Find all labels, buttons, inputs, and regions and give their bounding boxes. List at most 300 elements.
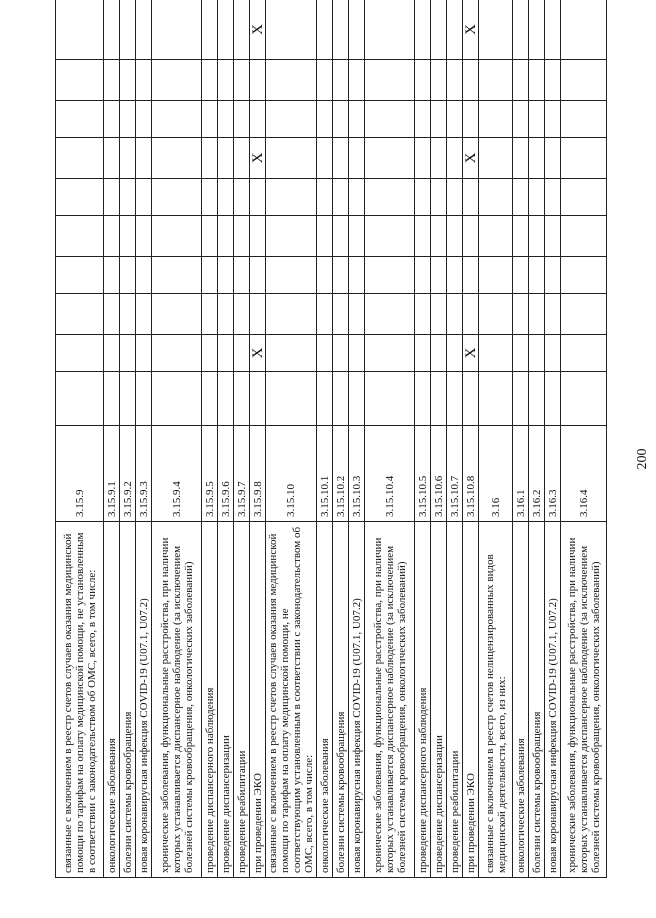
row-name-cell: проведение диспансерного наблюдения — [202, 522, 218, 878]
value-cell — [447, 335, 463, 372]
table-row — [56, 0, 104, 878]
row-name-cell: при проведении ЭКО — [463, 522, 479, 878]
value-cell — [529, 60, 545, 101]
row-code-cell: 3.15.10.2 — [333, 426, 349, 522]
value-cell — [545, 294, 561, 335]
value-cell — [545, 0, 561, 60]
value-cell: X — [463, 0, 479, 60]
value-cell — [317, 216, 333, 257]
value-cell — [104, 101, 120, 138]
value-cell: X — [250, 138, 266, 179]
value-cell — [431, 179, 447, 216]
value-cell — [349, 60, 365, 101]
value-cell — [234, 257, 250, 294]
value-cell — [120, 257, 136, 294]
value-cell — [136, 101, 152, 138]
value-cell — [333, 101, 349, 138]
value-cell — [56, 60, 104, 101]
value-cell — [447, 101, 463, 138]
value-cell — [415, 179, 431, 216]
value-cell — [104, 372, 120, 426]
row-code-cell: 3.16.2 — [529, 426, 545, 522]
value-cell — [152, 60, 202, 101]
value-cell — [513, 179, 529, 216]
value-cell — [136, 0, 152, 60]
value-cell — [447, 179, 463, 216]
value-cell — [136, 216, 152, 257]
value-cell — [415, 0, 431, 60]
value-cell — [202, 335, 218, 372]
value-cell — [218, 257, 234, 294]
value-cell — [561, 138, 607, 179]
value-cell — [447, 372, 463, 426]
table-row — [218, 0, 234, 878]
value-cell — [479, 257, 513, 294]
value-cell — [333, 179, 349, 216]
value-cell — [431, 257, 447, 294]
row-code-cell: 3.15.10.8 — [463, 426, 479, 522]
row-code-cell: 3.16.3 — [545, 426, 561, 522]
table-row — [104, 0, 120, 878]
value-cell — [152, 294, 202, 335]
value-cell — [447, 216, 463, 257]
value-cell — [218, 138, 234, 179]
table-body — [56, 0, 607, 878]
value-cell — [202, 138, 218, 179]
value-cell — [266, 216, 317, 257]
value-cell — [218, 216, 234, 257]
row-name-cell: при проведении ЭКО — [250, 522, 266, 878]
value-cell — [529, 372, 545, 426]
value-cell — [365, 101, 415, 138]
value-cell — [447, 294, 463, 335]
page-number: 200 — [635, 448, 650, 470]
table-row — [447, 0, 463, 878]
value-cell — [317, 257, 333, 294]
value-cell — [447, 0, 463, 60]
value-cell — [250, 257, 266, 294]
value-cell — [317, 0, 333, 60]
row-code-cell: 3.15.9.7 — [234, 426, 250, 522]
row-code-cell: 3.16.1 — [513, 426, 529, 522]
value-cell — [479, 60, 513, 101]
value-cell — [431, 60, 447, 101]
value-cell — [120, 335, 136, 372]
value-cell — [136, 257, 152, 294]
value-cell — [561, 257, 607, 294]
value-cell — [104, 216, 120, 257]
value-cell — [202, 257, 218, 294]
table-row — [365, 0, 415, 878]
row-code-cell: 3.15.9.2 — [120, 426, 136, 522]
row-code-cell: 3.15.9 — [56, 426, 104, 522]
row-name-cell: хронические заболевания, функциональные расстройства, при наличии которых устанавливается диспансерное наблюдение (за исключением болезней системы кровообращения, онкологических заболеваний) — [152, 522, 202, 878]
row-code-cell: 3.15.10.5 — [415, 426, 431, 522]
value-cell — [120, 101, 136, 138]
table-row — [136, 0, 152, 878]
value-cell — [479, 101, 513, 138]
value-cell — [202, 216, 218, 257]
value-cell — [479, 294, 513, 335]
table-row — [349, 0, 365, 878]
value-cell — [545, 101, 561, 138]
row-name-cell: онкологические заболевания — [513, 522, 529, 878]
row-name-cell: проведение диспансеризации — [218, 522, 234, 878]
value-cell — [234, 294, 250, 335]
value-cell — [234, 179, 250, 216]
value-cell — [463, 257, 479, 294]
value-cell — [479, 372, 513, 426]
table-row — [545, 0, 561, 878]
value-cell — [333, 372, 349, 426]
row-name-cell: связанные с включением в реестр счетов случаев оказания медицинской помощи по тарифам на оплату медицинской помощи, не соответствующим установленным в соответствии с законодательством об ОМС, всего, в том числе: — [266, 522, 317, 878]
value-cell — [431, 216, 447, 257]
value-cell — [415, 294, 431, 335]
table-row — [317, 0, 333, 878]
value-cell — [152, 372, 202, 426]
value-cell — [104, 0, 120, 60]
value-cell — [349, 179, 365, 216]
value-cell — [561, 101, 607, 138]
value-cell — [415, 372, 431, 426]
value-cell — [415, 216, 431, 257]
value-cell — [218, 179, 234, 216]
value-cell — [234, 60, 250, 101]
row-code-cell: 3.15.10.7 — [447, 426, 463, 522]
data-table — [55, 0, 607, 878]
value-cell — [317, 294, 333, 335]
value-cell — [415, 138, 431, 179]
value-cell — [218, 294, 234, 335]
row-code-cell: 3.15.9.3 — [136, 426, 152, 522]
value-cell — [349, 335, 365, 372]
table-row — [415, 0, 431, 878]
row-name-cell: хронические заболевания, функциональные расстройства, при наличии которых устанавливается диспансерное наблюдение (за исключением болезней системы кровообращения, онкологических заболеваний) — [561, 522, 607, 878]
value-cell — [447, 60, 463, 101]
value-cell — [529, 294, 545, 335]
value-cell — [463, 372, 479, 426]
value-cell: X — [463, 335, 479, 372]
row-code-cell: 3.16 — [479, 426, 513, 522]
value-cell — [365, 372, 415, 426]
table-row — [333, 0, 349, 878]
value-cell — [266, 179, 317, 216]
value-cell — [529, 101, 545, 138]
value-cell — [218, 101, 234, 138]
value-cell — [365, 294, 415, 335]
value-cell — [234, 101, 250, 138]
value-cell — [529, 257, 545, 294]
value-cell — [333, 138, 349, 179]
value-cell — [266, 60, 317, 101]
row-name-cell: новая коронавирусная инфекция COVID-19 (U07.1, U07.2) — [349, 522, 365, 878]
value-cell — [152, 0, 202, 60]
value-cell — [120, 216, 136, 257]
table-row — [431, 0, 447, 878]
value-cell — [561, 335, 607, 372]
row-name-cell: проведение реабилитации — [447, 522, 463, 878]
value-cell — [266, 0, 317, 60]
value-cell — [479, 138, 513, 179]
value-cell — [136, 60, 152, 101]
value-cell — [266, 138, 317, 179]
row-name-cell: болезни системы кровообращения — [333, 522, 349, 878]
value-cell — [104, 138, 120, 179]
table-row — [463, 0, 479, 878]
row-name-cell: проведение реабилитации — [234, 522, 250, 878]
value-cell — [218, 60, 234, 101]
value-cell — [431, 335, 447, 372]
table-row — [266, 0, 317, 878]
value-cell — [56, 179, 104, 216]
value-cell — [120, 0, 136, 60]
value-cell — [202, 294, 218, 335]
value-cell — [447, 138, 463, 179]
table-row — [152, 0, 202, 878]
value-cell — [56, 101, 104, 138]
value-cell — [202, 0, 218, 60]
value-cell — [415, 60, 431, 101]
value-cell — [234, 0, 250, 60]
value-cell — [513, 60, 529, 101]
row-code-cell: 3.15.9.4 — [152, 426, 202, 522]
value-cell — [202, 101, 218, 138]
value-cell — [317, 335, 333, 372]
value-cell — [152, 216, 202, 257]
row-name-cell: новая коронавирусная инфекция COVID-19 (U07.1, U07.2) — [545, 522, 561, 878]
table-row — [513, 0, 529, 878]
value-cell — [104, 179, 120, 216]
value-cell — [415, 257, 431, 294]
value-cell — [463, 294, 479, 335]
value-cell — [56, 335, 104, 372]
value-cell — [317, 372, 333, 426]
value-cell — [333, 216, 349, 257]
row-name-cell: хронические заболевания, функциональные расстройства, при наличии которых устанавливается диспансерное наблюдение (за исключением болезней системы кровообращения, онкологических заболеваний) — [365, 522, 415, 878]
value-cell — [152, 179, 202, 216]
value-cell — [513, 294, 529, 335]
value-cell — [234, 216, 250, 257]
value-cell — [431, 294, 447, 335]
value-cell — [545, 335, 561, 372]
value-cell — [431, 101, 447, 138]
value-cell — [266, 335, 317, 372]
value-cell — [120, 138, 136, 179]
value-cell — [136, 294, 152, 335]
value-cell — [349, 216, 365, 257]
value-cell — [513, 138, 529, 179]
value-cell — [365, 60, 415, 101]
value-cell — [104, 60, 120, 101]
row-code-cell: 3.15.10.3 — [349, 426, 365, 522]
value-cell — [56, 257, 104, 294]
value-cell — [349, 101, 365, 138]
value-cell — [250, 101, 266, 138]
value-cell — [513, 335, 529, 372]
row-name-cell: онкологические заболевания — [104, 522, 120, 878]
value-cell — [333, 335, 349, 372]
value-cell — [545, 257, 561, 294]
value-cell — [104, 257, 120, 294]
value-cell — [218, 0, 234, 60]
value-cell — [56, 138, 104, 179]
row-code-cell: 3.15.9.1 — [104, 426, 120, 522]
value-cell: X — [463, 138, 479, 179]
value-cell — [317, 179, 333, 216]
value-cell — [431, 138, 447, 179]
value-cell — [202, 372, 218, 426]
value-cell — [202, 179, 218, 216]
value-cell — [349, 0, 365, 60]
value-cell — [234, 138, 250, 179]
value-cell — [365, 335, 415, 372]
value-cell — [317, 138, 333, 179]
value-cell — [365, 138, 415, 179]
value-cell — [333, 0, 349, 60]
value-cell — [513, 372, 529, 426]
value-cell — [561, 60, 607, 101]
value-cell — [104, 335, 120, 372]
value-cell — [349, 372, 365, 426]
value-cell — [561, 179, 607, 216]
value-cell — [349, 138, 365, 179]
row-code-cell: 3.15.9.8 — [250, 426, 266, 522]
row-name-cell: проведение диспансеризации — [431, 522, 447, 878]
value-cell — [513, 216, 529, 257]
value-cell — [529, 138, 545, 179]
value-cell — [266, 294, 317, 335]
value-cell — [250, 179, 266, 216]
table-row — [479, 0, 513, 878]
value-cell — [561, 0, 607, 60]
value-cell — [152, 101, 202, 138]
value-cell — [152, 335, 202, 372]
value-cell — [136, 372, 152, 426]
value-cell — [317, 101, 333, 138]
value-cell — [250, 372, 266, 426]
value-cell — [415, 335, 431, 372]
value-cell — [266, 372, 317, 426]
value-cell — [333, 257, 349, 294]
value-cell — [479, 0, 513, 60]
value-cell — [529, 0, 545, 60]
value-cell — [333, 294, 349, 335]
value-cell — [349, 294, 365, 335]
value-cell — [250, 294, 266, 335]
row-name-cell: онкологические заболевания — [317, 522, 333, 878]
row-code-cell: 3.15.9.6 — [218, 426, 234, 522]
value-cell — [218, 372, 234, 426]
value-cell — [120, 372, 136, 426]
value-cell — [56, 0, 104, 60]
value-cell: X — [250, 335, 266, 372]
table-row — [250, 0, 266, 878]
value-cell — [234, 335, 250, 372]
value-cell — [447, 257, 463, 294]
row-code-cell: 3.15.9.5 — [202, 426, 218, 522]
value-cell — [365, 0, 415, 60]
table-row — [202, 0, 218, 878]
value-cell — [56, 216, 104, 257]
value-cell — [266, 257, 317, 294]
value-cell — [152, 138, 202, 179]
table-row — [561, 0, 607, 878]
table-sheet — [55, 0, 605, 878]
row-name-cell: болезни системы кровообращения — [529, 522, 545, 878]
value-cell — [136, 138, 152, 179]
row-name-cell: новая коронавирусная инфекция COVID-19 (U07.1, U07.2) — [136, 522, 152, 878]
row-name-cell: связанные с включением в реестр счетов нелицензированных видов медицинской деятельности, всего, из них: — [479, 522, 513, 878]
value-cell — [529, 335, 545, 372]
value-cell — [56, 372, 104, 426]
value-cell — [136, 179, 152, 216]
value-cell — [463, 101, 479, 138]
value-cell — [529, 179, 545, 216]
value-cell — [545, 216, 561, 257]
value-cell — [365, 179, 415, 216]
value-cell — [513, 101, 529, 138]
value-cell — [365, 216, 415, 257]
row-code-cell: 3.16.4 — [561, 426, 607, 522]
row-code-cell: 3.15.10.6 — [431, 426, 447, 522]
value-cell — [463, 216, 479, 257]
value-cell — [529, 216, 545, 257]
value-cell — [545, 179, 561, 216]
value-cell — [152, 257, 202, 294]
row-name-cell: проведение диспансерного наблюдения — [415, 522, 431, 878]
value-cell — [266, 101, 317, 138]
value-cell — [333, 60, 349, 101]
value-cell — [513, 0, 529, 60]
value-cell: X — [250, 0, 266, 60]
row-code-cell: 3.15.10 — [266, 426, 317, 522]
row-name-cell: болезни системы кровообращения — [120, 522, 136, 878]
value-cell — [463, 60, 479, 101]
value-cell — [349, 257, 365, 294]
row-name-cell: связанные с включением в реестр счетов случаев оказания медицинской помощи по тарифам на оплату медицинской помощи, не установленным в соответствии с законодательством об ОМС, всего, в том числе: — [56, 522, 104, 878]
value-cell — [250, 60, 266, 101]
value-cell — [365, 257, 415, 294]
value-cell — [250, 216, 266, 257]
value-cell — [218, 335, 234, 372]
value-cell — [545, 60, 561, 101]
value-cell — [479, 179, 513, 216]
value-cell — [545, 372, 561, 426]
value-cell — [431, 0, 447, 60]
value-cell — [202, 60, 218, 101]
value-cell — [136, 335, 152, 372]
value-cell — [104, 294, 120, 335]
value-cell — [431, 372, 447, 426]
value-cell — [415, 101, 431, 138]
value-cell — [479, 335, 513, 372]
row-code-cell: 3.15.10.1 — [317, 426, 333, 522]
value-cell — [513, 257, 529, 294]
value-cell — [561, 216, 607, 257]
row-code-cell: 3.15.10.4 — [365, 426, 415, 522]
value-cell — [120, 60, 136, 101]
value-cell — [120, 294, 136, 335]
value-cell — [234, 372, 250, 426]
value-cell — [317, 60, 333, 101]
table-row — [234, 0, 250, 878]
value-cell — [56, 294, 104, 335]
value-cell — [561, 372, 607, 426]
table-row — [120, 0, 136, 878]
value-cell — [561, 294, 607, 335]
table-row — [529, 0, 545, 878]
value-cell — [463, 179, 479, 216]
